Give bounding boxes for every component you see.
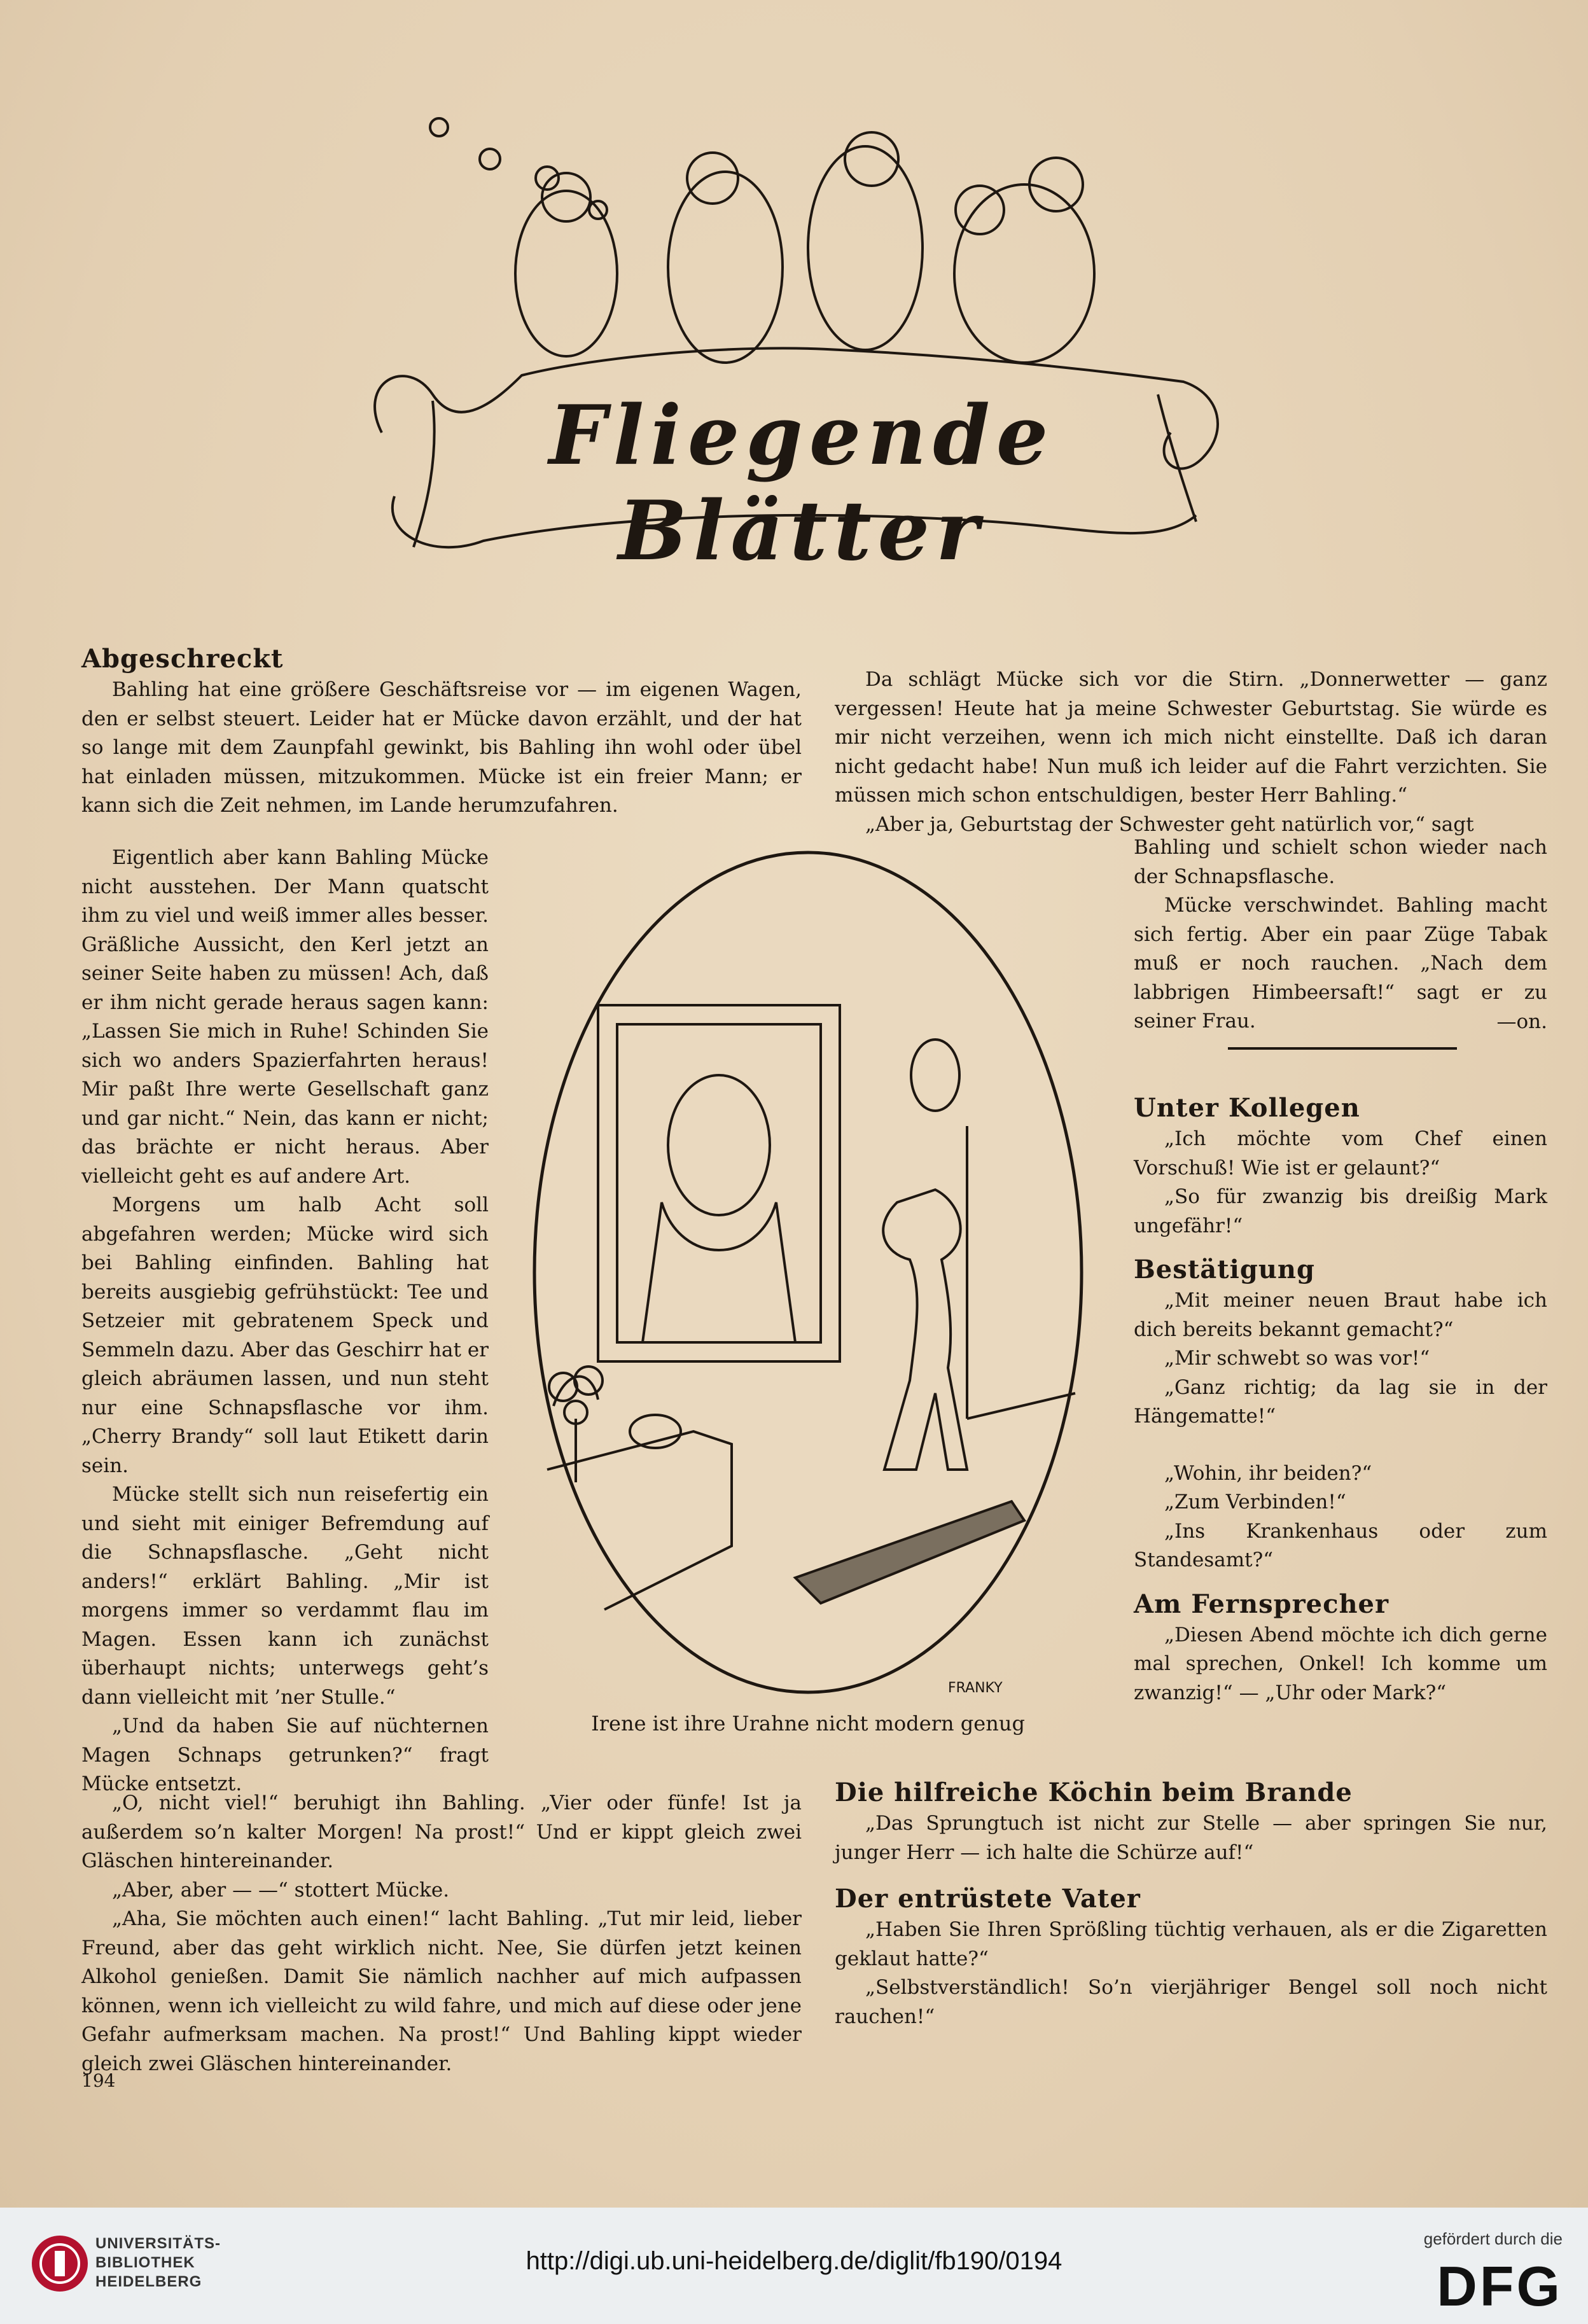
article-intro-block: [81, 643, 802, 821]
separator-rule: [1228, 1047, 1457, 1050]
short-line: „Mit meiner neuen Braut habe ich dich bereits bekannt gemacht?“: [1134, 1289, 1547, 1341]
funding-note: gefördert durch die: [1423, 2229, 1563, 2248]
short-line: „Ganz richtig; da lag sie in der Hängematte!“: [1134, 1375, 1547, 1428]
article-paragraph: Morgens um halb Acht soll abgefahren werden; Mücke wird sich bei Bahling einfinden. Bahling hat bereits ausgiebig gefrühstückt: Tee und Setzeier mit gebratenem Speck und Semmeln dazu. Aber das Geschirr hat er gleich abräumen lassen, und nun steht nur eine Schnapsflasche vor ihm. „Cherry Brandy“ soll laut Etikett darin sein.: [81, 1193, 489, 1477]
short-line: „Das Sprungtuch ist nicht zur Stelle — aber springen Sie nur, junger Herr — ich halte die Schürze auf!“: [835, 1812, 1547, 1864]
short-line: „Selbstverständlich! So’n vierjähriger Bengel soll noch nicht rauchen!“: [835, 1976, 1547, 2028]
short-line: „So für zwanzig bis dreißig Mark ungefähr!“: [1134, 1185, 1547, 1237]
article-narrow-block: [81, 844, 489, 1799]
short-line: „Ich möchte vom Chef einen Vorschuß! Wie ist er gelaunt?“: [1134, 1127, 1547, 1179]
artist-signature: FRANKY: [948, 1680, 1003, 1696]
masthead-title: Fliegende Blätter: [548, 388, 1055, 579]
dfg-logo: DFG: [1437, 2255, 1563, 2318]
article-wide-block: [81, 1789, 802, 2078]
short-items-bottom-block: [835, 1776, 1547, 2031]
short-heading: Der entrüstete Vater: [835, 1884, 1141, 1914]
short-line: „Wohin, ihr beiden?“: [1164, 1461, 1372, 1485]
article-signature: —on.: [1496, 1010, 1547, 1033]
article-paragraph: „Aha, Sie möchten auch einen!“ lacht Bahling. „Tut mir leid, lieber Freund, aber das geht wirklich nicht. Nee, Sie dürfen jetzt keinen Alkohol genießen. Damit Sie nämlich nachher auf mich aufpassen können, wenn ich vielleicht zu wild fahre, und mich auf diese oder jene Gefahr aufmerksam machen. Na prost!“ Und Bahling kippt wieder gleich zwei Gläschen hintereinander.: [81, 1907, 802, 2075]
short-line: „Diesen Abend möchte ich dich gerne mal sprechen, Onkel! Ich komme um zwanzig!“ — „Uhr oder Mark?“: [1134, 1623, 1547, 1704]
page-number: 194: [81, 2070, 116, 2091]
article-paragraph: Eigentlich aber kann Bahling Mücke nicht ausstehen. Der Mann quatscht ihm zu viel und weiß immer alles besser. Gräßliche Aussicht, den Kerl jetzt an seiner Seite haben zu müssen! Ach, daß er ihm nicht gerade heraus sagen kann: „Lassen Sie mich in Ruhe! Schinden Sie sich wo anders Spazierfahrten heraus! Mir paßt Ihre werte Gesellschaft ganz und gar nicht.“ Nein, das kann er nicht; das brächte er nicht heraus. Aber vielleicht geht es auf andere Art.: [81, 846, 489, 1188]
short-line: „Zum Verbinden!“: [1164, 1491, 1346, 1513]
article-paragraph: Mücke verschwindet. Bahling macht sich fertig. Aber ein paar Züge Tabak muß er noch rauchen. „Nach dem labbrigen Himbeersaft!“ sagt er zu seiner Frau.: [1134, 894, 1547, 1033]
article-paragraph: Da schlägt Mücke sich vor die Stirn. „Donnerwetter — ganz vergessen! Heute hat ja meine Schwester Geburtstag. Sie würde es mir nicht verzeihen, wenn ich mich nicht einstellte. Daß ich daran nicht gedacht habe! Nun muß ich leider auf die Fahrt verzichten. Sie müssen mich schon entschuldigen, bester Herr Bahling.“: [835, 668, 1547, 807]
short-line: „Mir schwebt so was vor!“: [1164, 1347, 1430, 1370]
short-heading: Die hilfreiche Köchin beim Brande: [835, 1778, 1353, 1807]
source-url[interactable]: http://digi.ub.uni-heidelberg.de/diglit/fb190/0194: [526, 2247, 1062, 2275]
illustration-caption: Irene ist ihre Urahne nicht modern genug: [591, 1711, 1025, 1736]
short-line: „Ins Krankenhaus oder zum Standesamt?“: [1134, 1519, 1547, 1571]
short-heading: Am Fernsprecher: [1134, 1589, 1390, 1619]
article-paragraph: Mücke stellt sich nun reisefertig ein und sieht mit einiger Befremdung auf die Schnapsflasche. „Geht nicht anders!“ erklärt Bahling. „Mir ist morgens immer so verdammt flau im Magen. Essen kann ich zunächst überhaupt nichts; unterwegs geht’s dann vielleicht mit ’ner Stulle.“: [81, 1483, 489, 1709]
article-right-narrow-block: [1134, 833, 1547, 1036]
short-heading: Unter Kollegen: [1134, 1093, 1360, 1123]
article-paragraph: „Und da haben Sie auf nüchternen Magen Schnaps getrunken?“ fragt Mücke entsetzt.: [81, 1715, 489, 1795]
footer-bar: [0, 2208, 1588, 2324]
library-name: UNIVERSITÄTS- BIBLIOTHEK HEIDELBERG: [95, 2235, 221, 2290]
oval-illustration: [528, 846, 1088, 1699]
article-paragraph: „O, nicht viel!“ beruhigt ihn Bahling. „Vier oder fünfe! Ist ja außerdem so’n kalter Morgen! Na prost!“ Und er kippt gleich zwei Gläschen hintereinander.: [81, 1792, 802, 1872]
article-paragraph: „Aber, aber — —“ stottert Mücke.: [112, 1878, 450, 1902]
short-heading: Bestätigung: [1134, 1255, 1315, 1284]
article-paragraph: Bahling und schielt schon wieder nach der Schnapsflasche.: [1134, 836, 1547, 888]
article-paragraph: Bahling hat eine größere Geschäftsreise vor — im eigenen Wagen, den er selbst steuert. Leider hat er Mücke davon erzählt, und der hat so lange mit dem Zaunpfahl gewinkt, bis Bahling ihn wohl oder übel hat einladen müssen, mitzukommen. Mücke ist ein freier Mann; er kann sich die Zeit nehmen, im Lande herumzufahren.: [81, 678, 802, 817]
short-line: „Haben Sie Ihren Sprößling tüchtig verhauen, als er die Zigaretten geklaut hatte?“: [835, 1918, 1547, 1970]
short-items-block: [1134, 1092, 1547, 1708]
article-right-block: [835, 665, 1547, 839]
article-paragraph: „Aber ja, Geburtstag der Schwester geht natürlich vor,“ sagt: [865, 812, 1474, 836]
article-heading: Abgeschreckt: [81, 644, 284, 674]
